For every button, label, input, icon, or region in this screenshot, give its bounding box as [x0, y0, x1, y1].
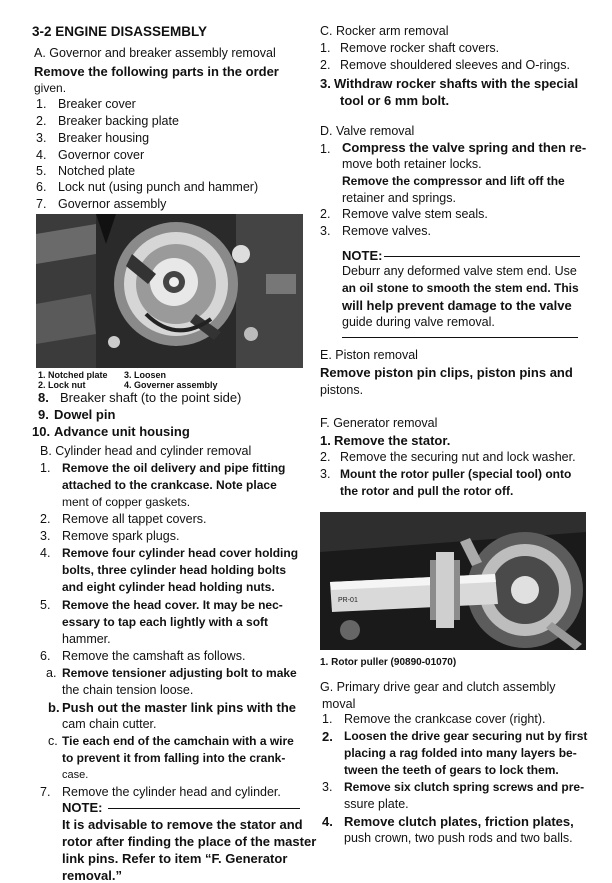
- list-item: [36, 97, 136, 112]
- item-text: ssure plate.: [344, 797, 409, 811]
- item-text: Governor cover: [58, 148, 145, 162]
- caption-lock-nut: 2. Lock nut: [38, 380, 86, 390]
- note-text: guide during valve removal.: [342, 315, 495, 329]
- item-text: Remove valves.: [342, 224, 431, 238]
- item-text: Remove the oil delivery and pipe fitting: [62, 461, 286, 475]
- caption-loosen: 3. Loosen: [124, 370, 167, 380]
- list-item: [36, 197, 167, 212]
- item-text: Compress the valve spring and then re-: [342, 140, 587, 155]
- item-text: placing a rag folded into many layers be-: [344, 746, 577, 760]
- note-text: link pins. Refer to item “F. Generator: [62, 851, 288, 866]
- item-number: 1.: [320, 41, 331, 55]
- list-item: [36, 180, 259, 195]
- item-number: 2.: [36, 114, 47, 128]
- item-number: 5.: [40, 598, 51, 612]
- item-text: essary to tap each lightly with a soft: [62, 615, 269, 629]
- photo-label: PR-01: [338, 597, 358, 604]
- item-text: push crown, two push rods and two balls.: [344, 831, 573, 845]
- item-number: 1.: [322, 712, 333, 726]
- item-number: 10.: [32, 424, 51, 439]
- note-divider: [108, 808, 300, 809]
- list-item: [36, 164, 136, 179]
- section-g-heading: G. Primary drive gear and clutch assembly: [320, 680, 556, 694]
- item-number: 2.: [320, 207, 331, 221]
- item-number: 4.: [36, 148, 47, 162]
- item-number: 3.: [320, 467, 331, 481]
- section-e-heading: E. Piston removal: [320, 348, 418, 362]
- item-number: a.: [46, 666, 57, 680]
- item-number: 7.: [36, 197, 47, 211]
- list-item: [36, 131, 150, 146]
- caption-governor-assembly: 4. Governer assembly: [124, 380, 218, 390]
- item-text: case.: [62, 769, 89, 781]
- section-a-intro: Remove the following parts in the order: [34, 64, 279, 79]
- section-a-intro-cont: given.: [34, 81, 67, 95]
- item-text: Remove clutch plates, friction plates,: [344, 814, 574, 829]
- item-text: Push out the master link pins with the: [62, 700, 297, 715]
- item-text: Remove valve stem seals.: [342, 207, 488, 221]
- item-number: 1.: [320, 433, 331, 448]
- item-number: 4.: [40, 546, 51, 560]
- item-number: 6.: [36, 180, 47, 194]
- section-title: 3-2 ENGINE DISASSEMBLY: [32, 24, 208, 39]
- list-item: [32, 424, 190, 439]
- rotor-puller-photo: [320, 512, 586, 650]
- item-text: Governor assembly: [58, 197, 167, 211]
- item-text: Advance unit housing: [54, 424, 190, 439]
- item-text: Remove the crankcase cover (right).: [344, 712, 546, 726]
- item-text: Mount the rotor puller (special tool) onto: [340, 467, 572, 481]
- item-number: 3.: [36, 131, 47, 145]
- item-text: Breaker shaft (to the point side): [60, 390, 242, 405]
- item-text: Remove spark plugs.: [62, 529, 180, 543]
- item-text: Withdraw rocker shafts with the special: [334, 76, 579, 91]
- item-number: 1.: [40, 461, 51, 475]
- governor-assembly-photo: [36, 214, 303, 368]
- list-item: [36, 148, 145, 163]
- caption-notched-plate: 1. Notched plate: [38, 370, 108, 380]
- item-text: move both retainer locks.: [342, 157, 482, 171]
- note-label: NOTE:: [342, 248, 383, 263]
- item-number: 5.: [36, 164, 47, 178]
- list-item: [38, 390, 242, 405]
- item-text: Remove tensioner adjusting bolt to make: [62, 666, 297, 680]
- item-text: Breaker cover: [58, 97, 136, 111]
- item-text: Remove all tappet covers.: [62, 512, 207, 526]
- item-text: Remove six clutch spring screws and pre-: [344, 780, 585, 794]
- item-text: Breaker backing plate: [58, 114, 179, 128]
- section-c-heading: C. Rocker arm removal: [320, 24, 449, 38]
- item-text: to prevent it from falling into the crank-: [62, 751, 286, 765]
- item-text: attached to the crankcase. Note place: [62, 478, 277, 492]
- item-text: Dowel pin: [54, 407, 116, 422]
- item-number: 8.: [38, 390, 49, 405]
- item-text: Lock nut (using punch and hammer): [58, 180, 259, 194]
- rotor-puller-illustration: [320, 512, 586, 650]
- item-number: 9.: [38, 407, 49, 422]
- note-text: rotor after finding the place of the master: [62, 834, 317, 849]
- item-text: Breaker housing: [58, 131, 150, 145]
- note-label: NOTE:: [62, 800, 103, 815]
- item-text: tween the teeth of gears to lock them.: [344, 763, 559, 777]
- item-number: 6.: [40, 649, 51, 663]
- item-text: retainer and springs.: [342, 191, 456, 205]
- item-text: Remove shouldered sleeves and O-rings.: [340, 58, 570, 72]
- note-text: Deburr any deformed valve stem end. Use: [342, 264, 577, 278]
- item-text: Remove the compressor and lift off the: [342, 174, 565, 188]
- item-text: and eight cylinder head holding nuts.: [62, 580, 275, 594]
- list-item: [36, 114, 179, 129]
- item-text: Remove four cylinder head cover holding: [62, 546, 299, 560]
- section-d-heading: D. Valve removal: [320, 124, 415, 138]
- item-text: ment of copper gaskets.: [62, 495, 191, 509]
- section-a-heading: A. Governor and breaker assembly removal: [34, 46, 276, 60]
- item-text: bolts, three cylinder head holding bolts: [62, 563, 287, 577]
- item-number: c.: [48, 734, 58, 748]
- item-text: Remove the head cover. It may be nec-: [62, 598, 283, 612]
- note-bottom-rule: [342, 337, 578, 338]
- note-text: will help prevent damage to the valve: [342, 298, 572, 313]
- item-number: 1.: [36, 97, 47, 111]
- section-f-heading: F. Generator removal: [320, 416, 438, 430]
- item-number: 4.: [322, 814, 333, 829]
- item-number: 2.: [322, 729, 333, 744]
- list-item: [38, 407, 116, 422]
- item-text: cam chain cutter.: [62, 717, 157, 731]
- item-number: 2.: [320, 450, 331, 464]
- item-number: 1.: [320, 142, 331, 156]
- section-g-heading-cont: moval: [322, 697, 356, 711]
- rotor-puller-caption: 1. Rotor puller (90890-01070): [320, 657, 457, 668]
- section-e-text: pistons.: [320, 383, 364, 397]
- item-text: Tie each end of the camchain with a wire: [62, 734, 294, 748]
- item-text: Remove the securing nut and lock washer.: [340, 450, 576, 464]
- item-text: tool or 6 mm bolt.: [340, 93, 450, 108]
- item-text: Remove rocker shaft covers.: [340, 41, 500, 55]
- item-text: Loosen the drive gear securing nut by first: [344, 729, 588, 743]
- item-number: 3.: [40, 529, 51, 543]
- note-text: It is advisable to remove the stator and: [62, 817, 303, 832]
- item-text: Remove the camshaft as follows.: [62, 649, 246, 663]
- item-text: hammer.: [62, 632, 111, 646]
- item-text: the rotor and pull the rotor off.: [340, 484, 514, 498]
- item-number: 2.: [40, 512, 51, 526]
- item-text: Remove the cylinder head and cylinder.: [62, 785, 281, 799]
- item-number: 3.: [322, 780, 333, 794]
- item-number: 3.: [320, 224, 331, 238]
- section-b-heading: B. Cylinder head and cylinder removal: [40, 444, 252, 458]
- item-number: b.: [48, 700, 60, 715]
- item-number: 2.: [320, 58, 331, 72]
- note-divider: [384, 256, 580, 257]
- item-number: 7.: [40, 785, 51, 799]
- governor-photo-illustration: [36, 214, 303, 368]
- section-e-text: Remove piston pin clips, piston pins and: [320, 365, 573, 380]
- note-text: an oil stone to smooth the stem end. This: [342, 281, 579, 295]
- item-text: the chain tension loose.: [62, 683, 194, 697]
- item-text: Notched plate: [58, 164, 136, 178]
- item-number: 3.: [320, 76, 331, 91]
- item-text: Remove the stator.: [334, 433, 451, 448]
- note-text: removal.”: [62, 868, 122, 883]
